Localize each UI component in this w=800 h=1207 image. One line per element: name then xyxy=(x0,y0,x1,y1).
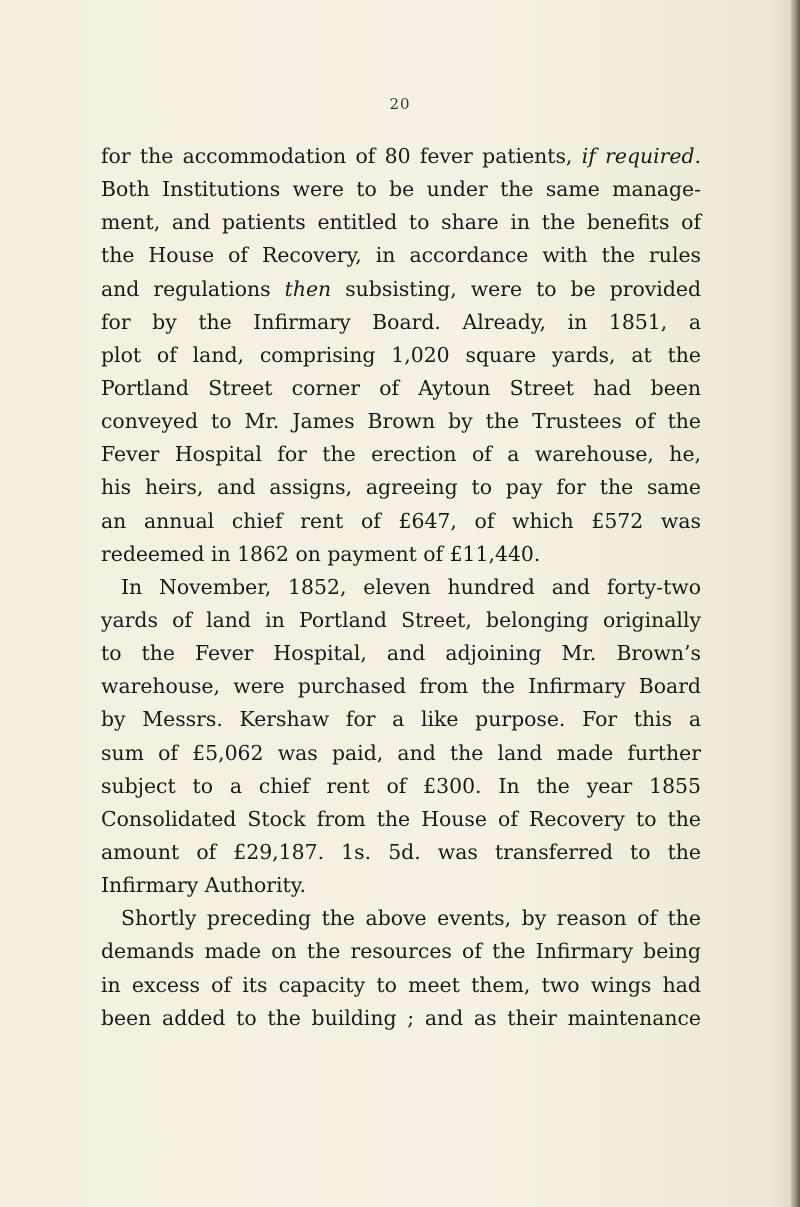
text-line: been added to the building ; and as their maintenance xyxy=(101,1005,701,1030)
text-line: for by the Infirmary Board. Already, in 1851, a xyxy=(101,309,701,334)
text-line: redeemed in 1862 on payment of £11,440. xyxy=(101,541,541,566)
body-text xyxy=(101,140,701,1035)
text-line: for the accommodation of 80 fever patients, if required. xyxy=(101,144,702,168)
text-line: to the Fever Hospital, and adjoining Mr. Brown’s xyxy=(101,641,701,666)
text-line: subject to a chief rent of £300. In the year 1855 xyxy=(101,773,701,798)
text-line: plot of land, comprising 1,020 square yards, at the xyxy=(101,342,701,367)
text-line: warehouse, were purchased from the Infirmary Board xyxy=(101,674,701,699)
text-line: demands made on the resources of the Infirmary being xyxy=(101,939,701,964)
text-line: Fever Hospital for the erection of a warehouse, he, xyxy=(101,442,701,467)
text-line: by Messrs. Kershaw for a like purpose. For this a xyxy=(101,707,701,732)
text-line: sum of £5,062 was paid, and the land made further xyxy=(101,740,701,765)
paragraph-start-line: In November, 1852, eleven hundred and forty-two xyxy=(121,574,701,599)
text-line: his heirs, and assigns, agreeing to pay for the same xyxy=(101,475,701,500)
page-edge-shadow xyxy=(791,0,800,1207)
text-line: and regulations then subsisting, were to be provided xyxy=(101,276,701,301)
text-line: Infirmary Authority. xyxy=(101,873,306,898)
text-line: Consolidated Stock from the House of Recovery to the xyxy=(101,806,701,831)
text-line: Both Institutions were to be under the same manage- xyxy=(101,177,701,202)
text-line: in excess of its capacity to meet them, two wings had xyxy=(101,972,701,997)
italic-phrase: if required. xyxy=(581,144,702,168)
text-line: the House of Recovery, in accordance with the rules xyxy=(101,243,701,268)
text-line: yards of land in Portland Street, belonging originally xyxy=(101,607,701,632)
text-line: ment, and patients entitled to share in the benefits of xyxy=(101,210,701,235)
italic-phrase: then xyxy=(284,276,332,301)
page-number: 20 xyxy=(389,95,411,113)
text-line: Portland Street corner of Aytoun Street had been xyxy=(101,375,701,400)
text-line: amount of £29,187. 1s. 5d. was transferred to the xyxy=(101,839,701,864)
paragraph-start-line: Shortly preceding the above events, by reason of the xyxy=(121,906,701,931)
text-line: conveyed to Mr. James Brown by the Trustees of the xyxy=(101,409,701,434)
text-line: an annual chief rent of £647, of which £572 was xyxy=(101,508,701,533)
